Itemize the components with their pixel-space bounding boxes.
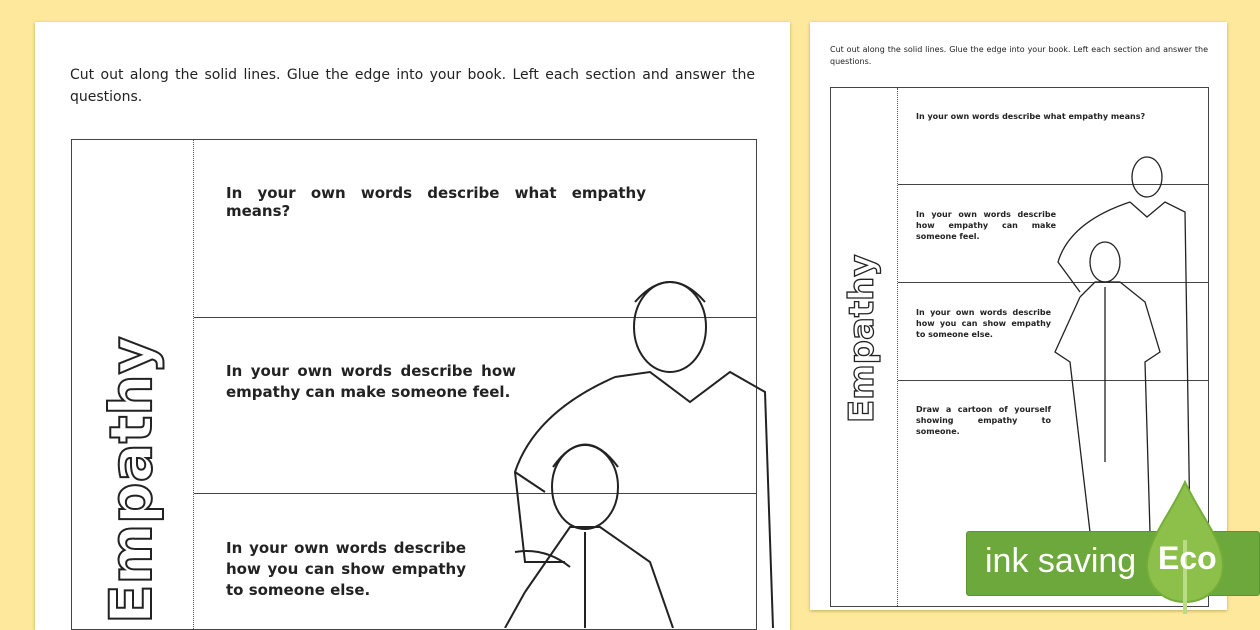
question-4: Draw a cartoon of yourself showing empathy to someone. — [916, 405, 1051, 436]
empathy-title: Empathy — [97, 336, 165, 624]
instructions: Cut out along the solid lines. Glue the edge into your book. Left each section and answer the questions. — [830, 45, 1208, 66]
question-2: In your own words describe how empathy can make someone feel. — [916, 210, 1056, 241]
badge-label: ink saving — [985, 542, 1137, 580]
man-and-boy-illustration — [475, 262, 795, 628]
question-1: In your own words describe what empathy means? — [226, 184, 646, 220]
empathy-title: Empathy — [842, 254, 882, 423]
instructions: Cut out along the solid lines. Glue the edge into your book. Left each section and answer the questions. — [70, 67, 755, 105]
question-2: In your own words describe how empathy can make someone feel. — [226, 362, 516, 401]
fold-line — [193, 140, 194, 629]
question-1: In your own words describe what empathy means? — [916, 112, 1146, 121]
fold-line — [897, 88, 898, 606]
eco-label: Eco — [1158, 540, 1217, 576]
question-3: In your own words describe how you can show empathy to someone else. — [916, 308, 1051, 339]
question-3: In your own words describe how you can show empathy to someone else. — [226, 539, 466, 599]
worksheet-preview-large — [35, 22, 790, 630]
